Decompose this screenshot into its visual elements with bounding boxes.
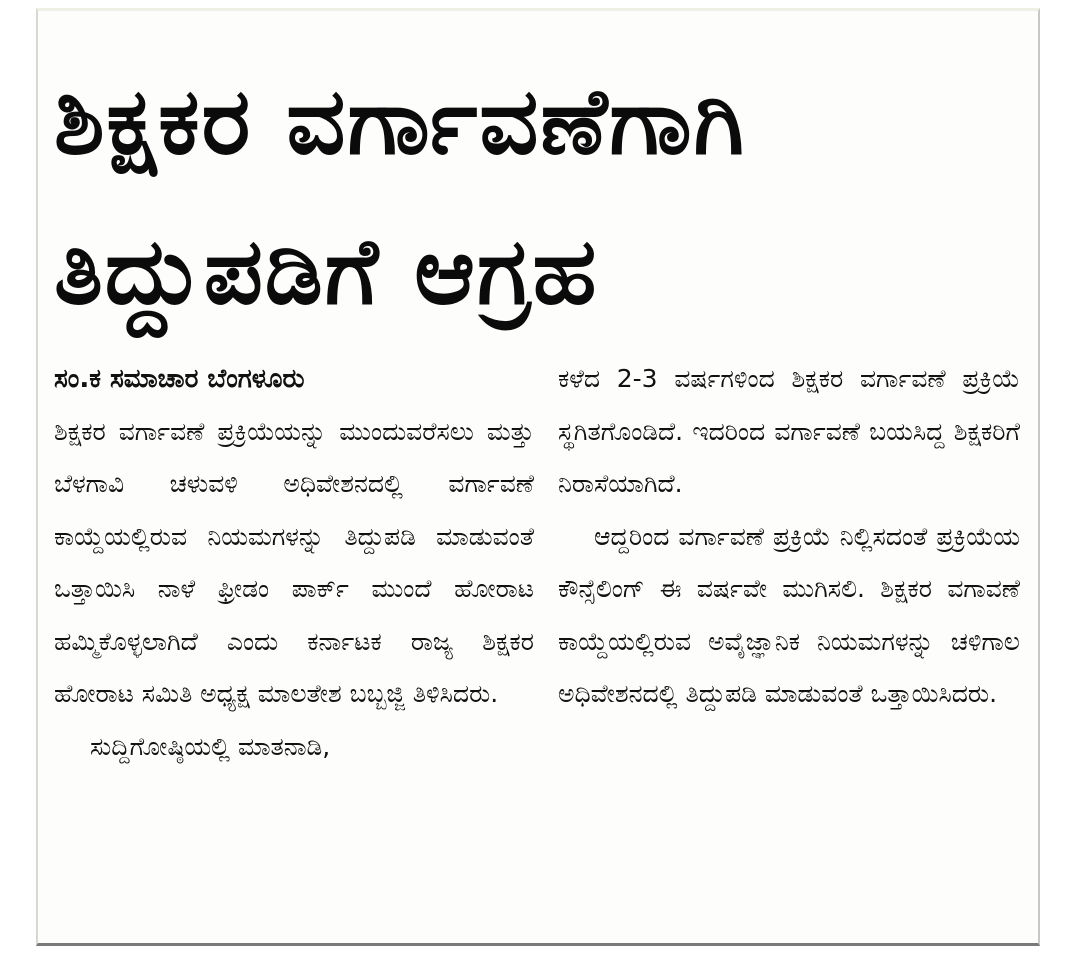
article-paragraph: ಕಳೆದ 2-3 ವರ್ಷಗಳಿಂದ ಶಿಕ್ಷಕರ ವರ್ಗಾವಣೆ ಪ್ರಕ್ರಿಯೆ ಸ್ಥಗಿತಗೊಂಡಿದೆ. ಇದರಿಂದ ವರ್ಗಾವಣೆ ಬಯಸಿದ್ದ ಶಿಕ್ಷಕರಿಗೆ ನಿರಾಸೆಯಾಗಿದೆ. bbox=[558, 364, 1020, 498]
article-column-left bbox=[54, 353, 534, 773]
article-column-right bbox=[558, 353, 1020, 721]
headline-line-2: ತಿದ್ದುಪಡಿಗೆ ಆಗ್ರಹ bbox=[54, 218, 599, 325]
byline: ಸಂ.ಕ ಸಮಾಚಾರ ಬೆಂಗಳೂರು bbox=[54, 364, 305, 394]
newspaper-clipping bbox=[36, 8, 1040, 946]
headline bbox=[54, 47, 1024, 347]
article-paragraph: ಆದ್ದರಿಂದ ವರ್ಗಾವಣೆ ಪ್ರಕ್ರಿಯೆ ನಿಲ್ಲಿಸದಂತೆ ಪ್ರಕ್ರಿಯೆಯ ಕೌನ್ಸೆಲಿಂಗ್ ಈ ವರ್ಷವೇ ಮುಗಿಸಲಿ. ಶಿಕ್ಷಕರ ವಗಾವಣೆ ಕಾಯ್ದೆಯಲ್ಲಿರುವ ಅವೈಜ್ಞಾನಿಕ ನಿಯಮಗಳನ್ನು ಚಳಿಗಾಲ ಅಧಿವೇಶನದಲ್ಲಿ ತಿದ್ದುಪಡಿ ಮಾಡುವಂತೆ ಒತ್ತಾಯಿಸಿದರು. bbox=[558, 521, 1020, 708]
article-paragraph: ಸುದ್ದಿಗೋಷ್ಠಿಯಲ್ಲಿ ಮಾತನಾಡಿ, bbox=[90, 731, 331, 761]
headline-line-1: ಶಿಕ್ಷಕರ ವರ್ಗಾವಣೆಗಾಗಿ bbox=[54, 68, 746, 175]
article-paragraph: ಶಿಕ್ಷಕರ ವರ್ಗಾವಣೆ ಪ್ರಕ್ರಿಯೆಯನ್ನು ಮುಂದುವರೆಸಲು ಮತ್ತು ಬೆಳಗಾವಿ ಚಳುವಳಿ ಅಧಿವೇಶನದಲ್ಲಿ ವರ್ಗಾವಣೆ ಕಾಯ್ದೆಯಲ್ಲಿರುವ ನಿಯಮಗಳನ್ನು ತಿದ್ದುಪಡಿ ಮಾಡುವಂತೆ ಒತ್ತಾಯಿಸಿ ನಾಳೆ ಫ್ರೀಡಂ ಪಾರ್ಕ್ ಮುಂದೆ ಹೋರಾಟ ಹಮ್ಮಿಕೊಳ್ಳಲಾಗಿದೆ ಎಂದು ಕರ್ನಾಟಕ ರಾಜ್ಯ ಶಿಕ್ಷಕರ ಹೋರಾಟ ಸಮಿತಿ ಅಧ್ಯಕ್ಷ ಮಾಲತೇಶ ಬಬ್ಬಜ್ಜಿ ತಿಳಿಸಿದರು. bbox=[54, 416, 534, 708]
